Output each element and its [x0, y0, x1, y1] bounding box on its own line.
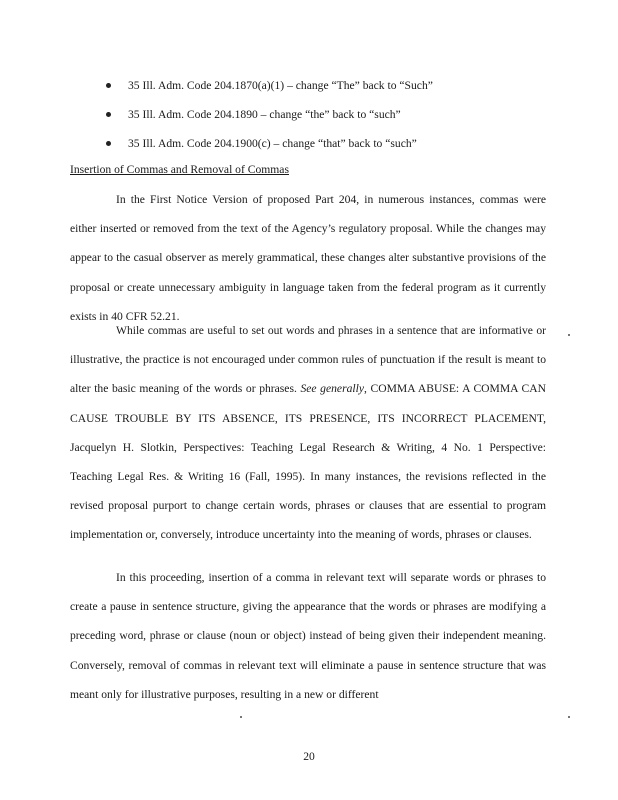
- paragraph-text: In this proceeding, insertion of a comma in relevant text will separate words or phrases to create a pause in sentence structure, giving the appearance that the words or phrases are modifying a preceding word, phrase or clause (noun or object) instead of being given their independent meaning. Conversely, removal of commas in relevant text will eliminate a pause in sentence structure that was meant only for illustrative purposes, resulting in a new or different: [70, 571, 546, 701]
- scan-mark: [240, 716, 242, 718]
- bullet-item: [106, 71, 546, 100]
- paragraph-text: , COMMA ABUSE: A COMMA CAN CAUSE TROUBLE BY ITS ABSENCE, ITS PRESENCE, ITS INCORRECT PLACEMENT, Jacquelyn H. Slotkin, Perspectives: Teaching Legal Research & Writing, 4 No. 1 Perspective: Teaching Legal Res. & Writing 16 (Fall, 1995). In many instances, the revisions reflected in the revised proposal purport to change certain words, phrases or clauses that are essential to program implementation or, conversely, introduce uncertainty into the meaning of words, phrases or clauses.: [70, 382, 546, 542]
- bullet-dot-icon: [106, 141, 111, 146]
- bullet-text: 35 Ill. Adm. Code 204.1900(c) – change “that” back to “such”: [128, 137, 417, 150]
- bullet-item: [106, 100, 546, 129]
- paragraph-commas-usage: [70, 316, 546, 550]
- paragraph-text: While commas are useful to set out words and phrases in a sentence that are informative or illustrative, the practice is not encouraged under common rules of punctuation if the result is meant to alter the basic meaning of the words or phrases.: [70, 324, 546, 396]
- scan-mark: [568, 716, 570, 718]
- section-heading: Insertion of Commas and Removal of Commas: [70, 163, 289, 176]
- bullet-text: 35 Ill. Adm. Code 204.1890 – change “the” back to “such”: [128, 108, 401, 121]
- citation-signal: See generally: [300, 382, 364, 396]
- bullet-dot-icon: [106, 112, 111, 117]
- scan-mark: [568, 334, 570, 336]
- page-number: 20: [303, 750, 315, 763]
- bullet-dot-icon: [106, 83, 111, 88]
- paragraph-commas-effect: [70, 563, 546, 709]
- bullet-text: 35 Ill. Adm. Code 204.1870(a)(1) – change “The” back to “Such”: [128, 79, 433, 92]
- paragraph-commas-intro: [70, 185, 546, 331]
- paragraph-text: In the First Notice Version of proposed Part 204, in numerous instances, commas were either inserted or removed from the text of the Agency’s regulatory proposal. While the changes may appear to the casual observer as merely grammatical, these changes alter substantive provisions of the proposal or create unnecessary ambiguity in language taken from the federal program as it currently exists in 40 CFR 52.21.: [70, 193, 546, 323]
- bullet-list: [106, 71, 546, 158]
- bullet-item: [106, 129, 546, 158]
